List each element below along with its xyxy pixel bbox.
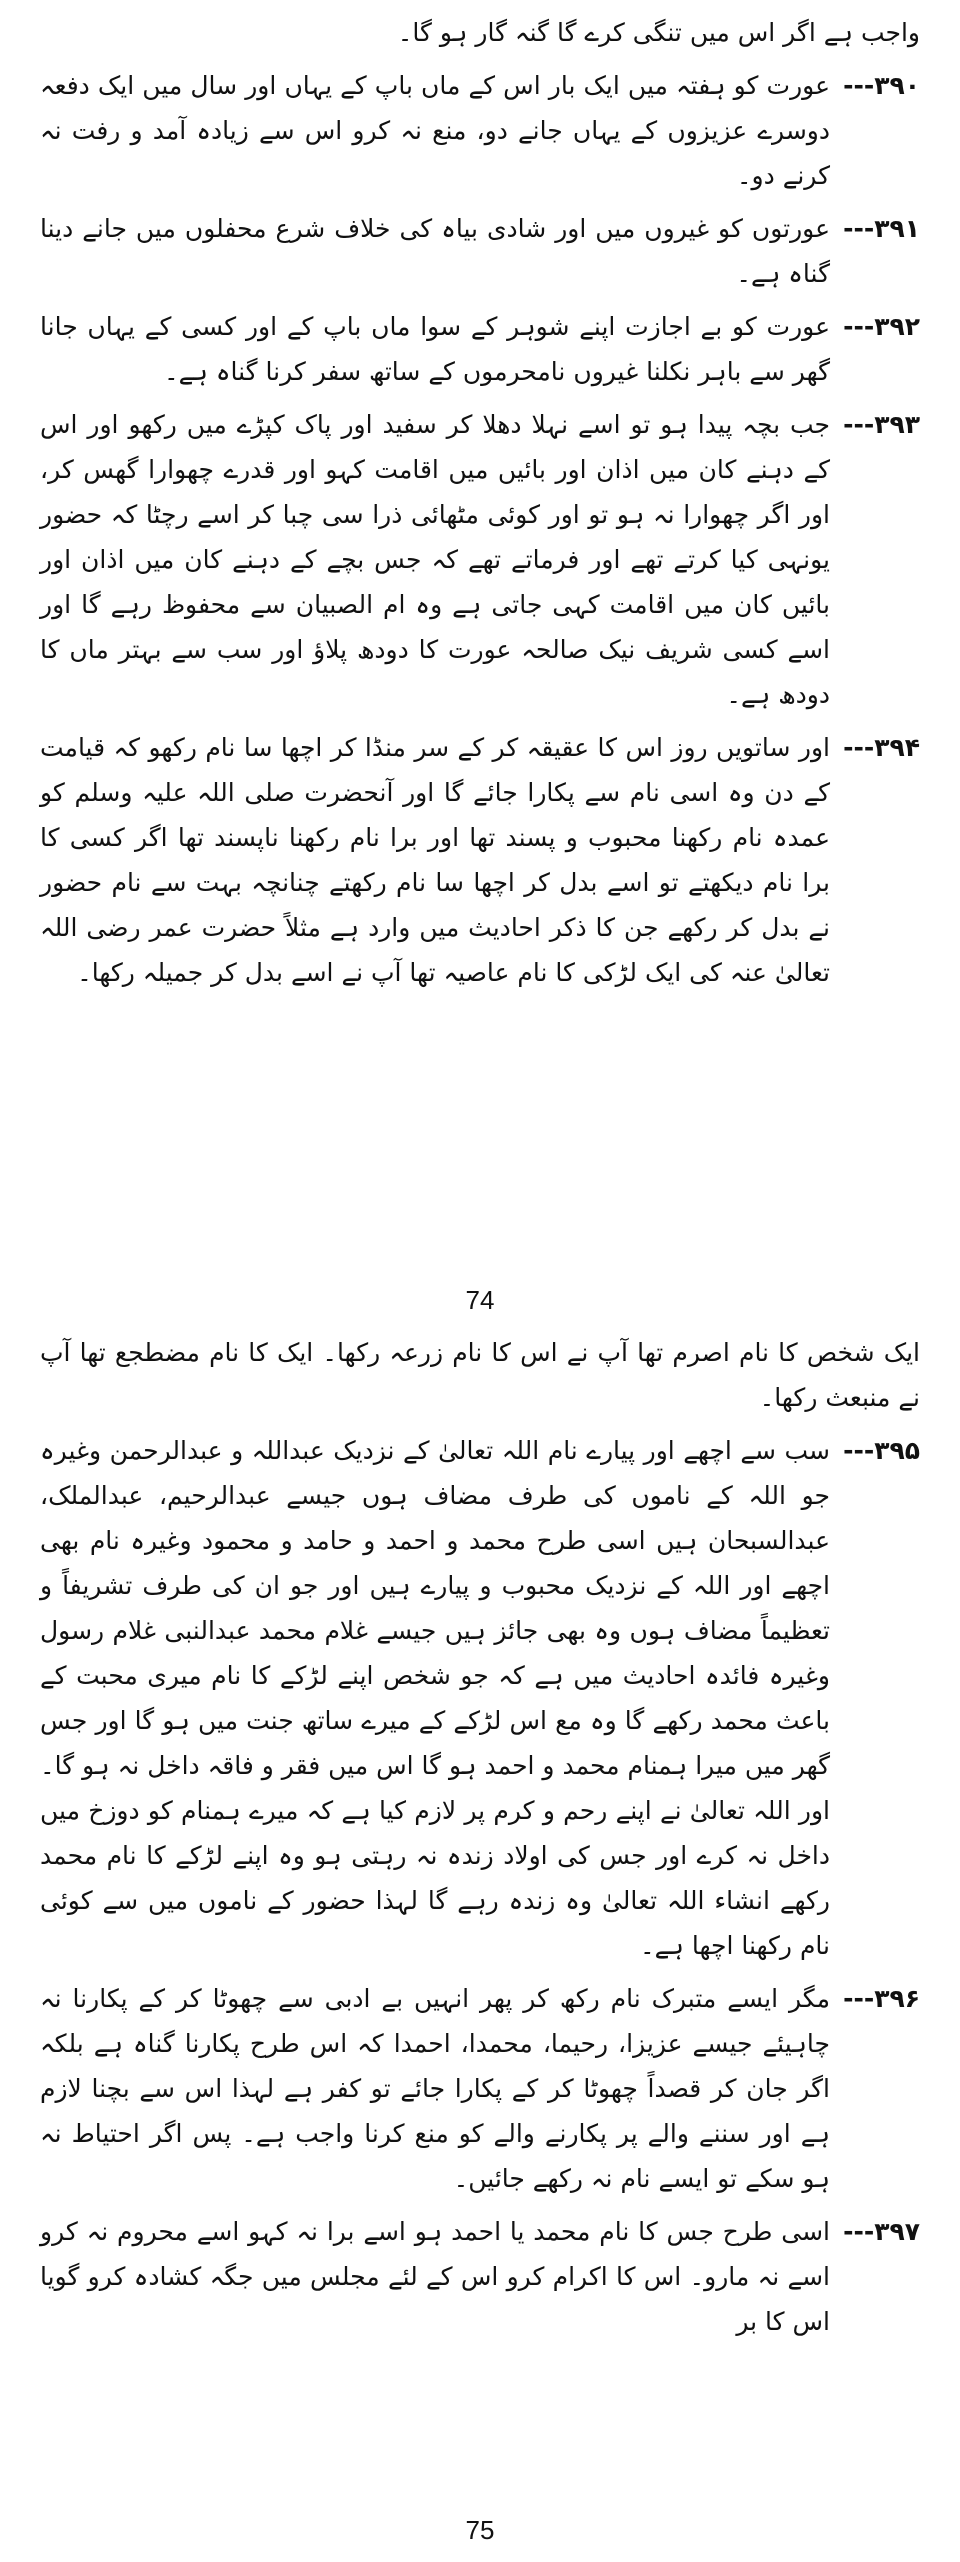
page-74 bbox=[40, 10, 920, 1315]
paragraph-number: ۳۹۶--- bbox=[843, 1984, 920, 2013]
paragraph bbox=[40, 304, 920, 394]
paragraph-text: اسی طرح جس کا نام محمد یا احمد ہو اسے برا نہ کہو اسے محروم نہ کرو اسے نہ مارو۔ اس کا اکرام کرو اس کے لئے مجلس میں جگہ کشادہ کرو گویا اس کا بر bbox=[40, 2217, 830, 2336]
paragraph bbox=[40, 2209, 920, 2344]
paragraph bbox=[40, 206, 920, 296]
paragraph bbox=[40, 63, 920, 198]
page-75 bbox=[40, 1330, 920, 2550]
paragraph-text: جب بچہ پیدا ہو تو اسے نہلا دھلا کر سفید اور پاک کپڑے میں رکھو اور اس کے دہنے کان میں اذان اور بائیں میں اقامت کہو اور قدرے چھوارا گھس کر، اور اگر چھوارا نہ ہو تو اور کوئی مٹھائی ذرا سی چبا کر اسے رچٹا کہ حضور یونہی کیا کرتے تھے اور فرماتے تھے کہ جس بچے کے دہنے کان میں اذان اور بائیں کان میں اقامت کہی جاتی ہے وہ ام الصبیان سے محفوظ رہے گا اور اسے کسی شریف نیک صالحہ عورت کا دودھ پلاؤ اور سب سے بہتر ماں کا دودھ ہے۔ bbox=[40, 410, 830, 709]
paragraph-number: ۳۹۴--- bbox=[843, 733, 920, 762]
paragraph-number: ۳۹۳--- bbox=[843, 410, 920, 439]
paragraph bbox=[40, 10, 920, 55]
paragraph bbox=[40, 1330, 920, 1420]
paragraph-text: عورتوں کو غیروں میں اور شادی بیاہ کی خلاف شرع محفلوں میں جانے دینا گناہ ہے۔ bbox=[40, 214, 830, 288]
paragraph-text: ایک شخص کا نام اصرم تھا آپ نے اس کا نام زرعہ رکھا۔ ایک کا نام مضطجع تھا آپ نے منبعث رکھا۔ bbox=[40, 1338, 920, 1412]
paragraph-text: عورت کو ہفتہ میں ایک بار اس کے ماں باپ کے یہاں اور سال میں ایک دفعہ دوسرے عزیزوں کے یہاں جانے دو، منع نہ کرو اس سے زیادہ آمد و رفت نہ کرنے دو۔ bbox=[40, 71, 830, 190]
paragraph-text: واجب ہے اگر اس میں تنگی کرے گا گنہ گار ہو گا۔ bbox=[397, 18, 920, 47]
paragraph bbox=[40, 402, 920, 717]
page-text bbox=[40, 10, 920, 995]
paragraph-number: ۳۹۲--- bbox=[843, 312, 920, 341]
paragraph bbox=[40, 1976, 920, 2201]
paragraph bbox=[40, 725, 920, 995]
paragraph-number: ۳۹۱--- bbox=[843, 214, 920, 243]
paragraph-text: عورت کو بے اجازت اپنے شوہر کے سوا ماں باپ کے اور کسی کے یہاں جانا گھر سے باہر نکلنا غیروں نامحرموں کے ساتھ سفر کرنا گناہ ہے۔ bbox=[40, 312, 830, 386]
paragraph bbox=[40, 1428, 920, 1968]
paragraph-text: اور ساتویں روز اس کا عقیقہ کر کے سر منڈا کر اچھا سا نام رکھو کہ قیامت کے دن وہ اسی نام سے پکارا جائے گا اور آنحضرت صلی اللہ علیہ وسلم کو عمدہ نام رکھنا محبوب و پسند تھا اور برا نام رکھنا ناپسند تھا اگر کسی کا برا نام دیکھتے تو اسے بدل کر اچھا سا نام رکھتے چنانچہ بہت سے نام حضور نے بدل کر رکھے جن کا ذکر احادیث میں وارد ہے مثلاً حضرت عمر رضی اللہ تعالیٰ عنہ کی ایک لڑکی کا نام عاصیہ تھا آپ نے اسے بدل کر جمیلہ رکھا۔ bbox=[40, 733, 830, 987]
page-number: 75 bbox=[465, 2515, 495, 2545]
paragraph-number: ۳۹۷--- bbox=[843, 2217, 920, 2246]
page-text bbox=[40, 1330, 920, 2344]
paragraph-text: مگر ایسے متبرک نام رکھ کر پھر انہیں بے ادبی سے چھوٹا کر کے پکارنا نہ چاہیئے جیسے عزیزا، رحیما، محمدا، احمدا کہ اس طرح پکارنا گناہ ہے بلکہ اگر جان کر قصداً چھوٹا کر کے پکارا جائے تو کفر ہے لہذا اس سے بچنا لازم ہے اور سننے والے پر پکارنے والے کو منع کرنا واجب ہے۔ پس اگر احتیاط نہ ہو سکے تو ایسے نام نہ رکھے جائیں۔ bbox=[40, 1984, 830, 2193]
page-number: 74 bbox=[465, 1285, 495, 1315]
paragraph-number: ۳۹۰--- bbox=[843, 71, 920, 100]
paragraph-text: سب سے اچھے اور پیارے نام اللہ تعالیٰ کے نزدیک عبداللہ و عبدالرحمن وغیرہ جو اللہ کے ناموں کی طرف مضاف ہوں جیسے عبدالرحیم، عبدالملک، عبدالسبحان ہیں اسی طرح محمد و احمد و حامد و محمود وغیرہ نام بھی اچھے اور اللہ کے نزدیک محبوب و پیارے ہیں اور جو ان کی طرف تشریفاً و تعظیماً مضاف ہوں وہ بھی جائز ہیں جیسے غلام محمد عبدالنبی غلام رسول وغیرہ فائدہ احادیث میں ہے کہ جو شخص اپنے لڑکے کا نام میری محبت کے باعث محمد رکھے گا وہ مع اس لڑکے کے میرے ساتھ جنت میں ہو گا اور جس گھر میں میرا ہمنام محمد و احمد ہو گا اس میں فقر و فاقہ داخل نہ ہو گا۔ اور اللہ تعالیٰ نے اپنے رحم و کرم پر لازم کیا ہے کہ میرے ہمنام کو دوزخ میں داخل نہ کرے اور جس کی اولاد زندہ نہ رہتی ہو وہ اپنے لڑکے کا نام محمد رکھے انشاء اللہ تعالیٰ وہ زندہ رہے گا لہذا حضور کے ناموں میں سے کوئی نام رکھنا اچھا ہے۔ bbox=[40, 1436, 830, 1960]
paragraph-number: ۳۹۵--- bbox=[843, 1436, 920, 1465]
